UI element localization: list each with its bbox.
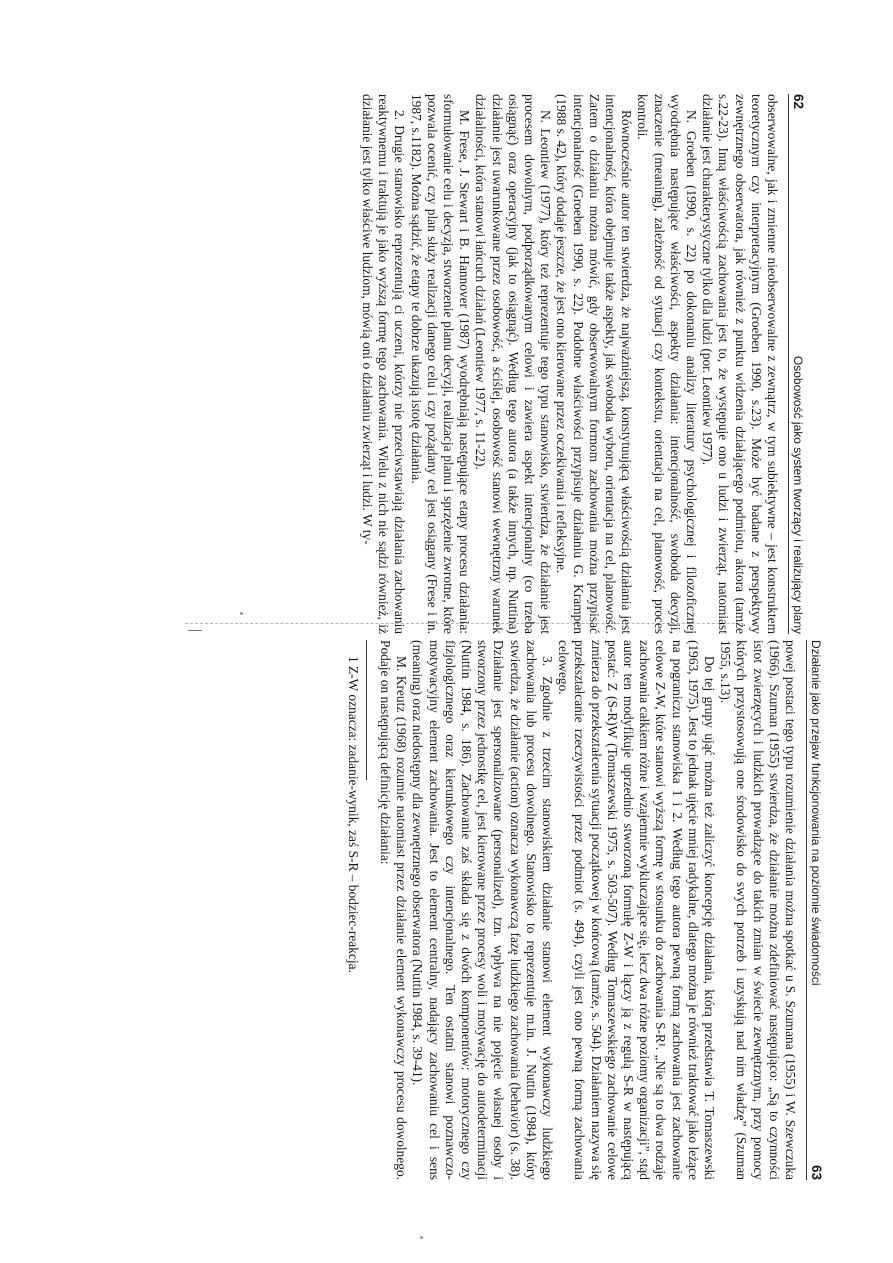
footnote-divider [366,640,367,780]
page-63 [345,640,824,1180]
paragraph: 2. Drugie stanowisko reprezentują ci uczeni, którzy nie przeciwstawiają działania zachowaniu reaktywnemu i traktują je jako wyższą formę tego zachowania. Wielu z nich nie sądzi również, iż działanie jest tylko właściwe ludziom, mówią oni o działaniu zwierząt i ludzi. W ty- [359,94,408,634]
running-head: Osobowość jako system tworzący i realizujący plany [791,355,805,634]
page-header [788,94,806,634]
paragraph: N. Groeben (1990, s. 22) po dokonaniu analizy literatury psychologicznej i filozoficznej wyodrębnia następujące właściwości, aspekty działania: intencjonalność, swoboda decyzji, znaczenie (meaning), zależność od sytuacji czy kontekstu, orientacja na cel, planowość, proces kontroli. [635,94,699,634]
paragraph: 3. Zgodnie z trzecim stanowiskiem działanie stanowi element wykonawczy ludzkiego zachowania lub procesu dowolnego. Stanowisko to reprezentuje m.in. J. Nuttin (1984), który stwierdza, że działanie (action) oznacza wykonawczą fazę ludzkiego zachowania (behavior) (s. 38). Działanie jest spersonalizowane (personalized), tzn. wpływa na nie pojęcie własnej osoby i stworzony przez jednostkę cel, jest kierowane przez procesy woli i motywację do autodeterminacji (Nuttin 1984, s. 186). Zachowanie zaś składa się z dwóch komponentów: motorycznego czy fizjologicznego oraz kierunkowego czy intencjonalnego. Ten ostatni stanowi poznawczo-motywacyjny element zachowania. Jest to element centralny, nadający zachowaniu cel i sens (meaning) oraz niedostępny dla zewnętrznego obserwatora (Nuttin 1984, s. 39-41). [410,640,555,1180]
page-header [806,640,824,1180]
paragraph: M. Frese, J. Stewart i B. Hannover (1987) wyodrębniają następujące etapy procesu działania: sformułowanie celu i decyzja, stworzenie planu decyzji, realizacja planu i sprzężenie zwrotne, które pozwala ocenić, czy plan służy realizacji danego celu i czy pożądany cel jest osiągany (Frese i in. 1987, s.1182). Można sądzić, że etapy te dobrze ukazują istotę działania. [408,94,473,634]
footnote: 1 Z-W oznacza: zadanie-wynik, zaś S-R – bodziec-reakcja. [345,656,361,973]
paragraph: M. Kreutz (1968) rozumie natomiast przez działanie element wykonawczy procesu dowolnego. Podaje on następującą definicję działania: [377,640,410,1180]
page-number: 62 [791,94,806,110]
paragraph: Do tej grupy ująć można też zaliczyć koncepcję działania, którą przedstawia T. Tomaszewski (1963, 1975). Jest to jednak ujęcie mniej radykalne, dlatego można je również traktować jako leżące na pograniczu stanowiska 1 i 2. Według tego autora pewną formą zachowania jest zachowanie celowe Z-W, które stanowi wyższą formę w stosunku do zachowania S-R¹. „Nie są to dwa rodzaje zachowania całkiem różne i wzajemnie wykluczające się, lecz dwa różne poziomy organizacji”, stąd autor ten modyfikuje uprzednio stworzoną formułę Z-W i łączy ją z regułą S-R w następującą postać: Z (S-R)W (Tomaszewski 1975, s. 503-507). Według Tomaszewskiego zachowanie celowe zmierza do przekształcenia sytuacji początkowej w końcową (tamże, s. 504). Działaniem nazywa się przekształcanie rzeczywistości przez podmiot (s. 494), czyli jest ono pewną formą zachowania celowego. [556,640,717,1180]
paragraph: Równocześnie autor ten stwierdza, że najważniejszą, konstytuującą właściwością działania jest intencjonalność, która obejmuje także aspekty, jak swoboda wyboru, orientacja na cel, planowość. Zatem o działaniu można mówić, gdy obserwowalnym formom zachowania można przypisać intencjonalność (Groeben 1990, s. 22). Podobne właściwości przypisuje działaniu G. Krampen (1988 s. 42), który dodaje jeszcze, że jest ono kierowane przez oczekiwania i refleksyjne. [554,94,635,634]
page-body [359,94,780,634]
scan-speck [240,612,243,615]
scan-speck [420,1236,423,1239]
page-62 [359,94,806,634]
paragraph: N. Leontiew (1977), który też reprezentuje tego typu stanowisko, stwierdza, że działanie jest procesem dowolnym, podporządkowanym celowi i zawiera aspekt intencjonalny (co trzeba osiągnąć) oraz operacyjny (jak to osiągnąć). Według tego autora (a także innych, np. Nuttina) działanie jest uwarunkowane przez osobowość, a ściślej, osobowość stanowi wewnętrzny warunek działalności, która stanowi łańcuch działań (Leontiew 1977, s. 11-22). [473,94,554,634]
page-body [345,640,798,1180]
paragraph: obserwowalne, jak i zmienne nieobserwowalne z zewnątrz, w tym subiektywne – jest konstruktem teoretycznym czy interpretacyjnym (Groeben 1990, s.23). Może być badane z perspektywy zewnętrznego obserwatora, jak również z punktu widzenia działającego podmiotu, aktora (tamże s.22-23). Inną właściwością zachowania jest to, że występuje ono u ludzi i zwierząt, natomiast działanie jest charakterystyczne tylko dla ludzi (por. Leontiew 1977). [700,94,780,634]
page-number: 63 [809,1164,824,1180]
paragraph: powej postaci tego typu rozumienie działania można spotkać u S. Szumana (1955) i W. Szewczuka (1966). Szuman (1955) stwierdza, że działanie można zdefiniować następująco: „Są to czynności istot zwierzęcych i ludzkich prowadzące do takich zmian w świecie zewnętrznym, przy pomocy których przystosowują one środowisko do swych potrzeb i uzyskują nad nim władzę” (Szuman 1955, s.13). [718,640,798,1180]
running-head: Działanie jako przejaw funkcjonowania na poziomie świadomości [809,640,823,986]
scan-fold-mark [188,630,202,631]
